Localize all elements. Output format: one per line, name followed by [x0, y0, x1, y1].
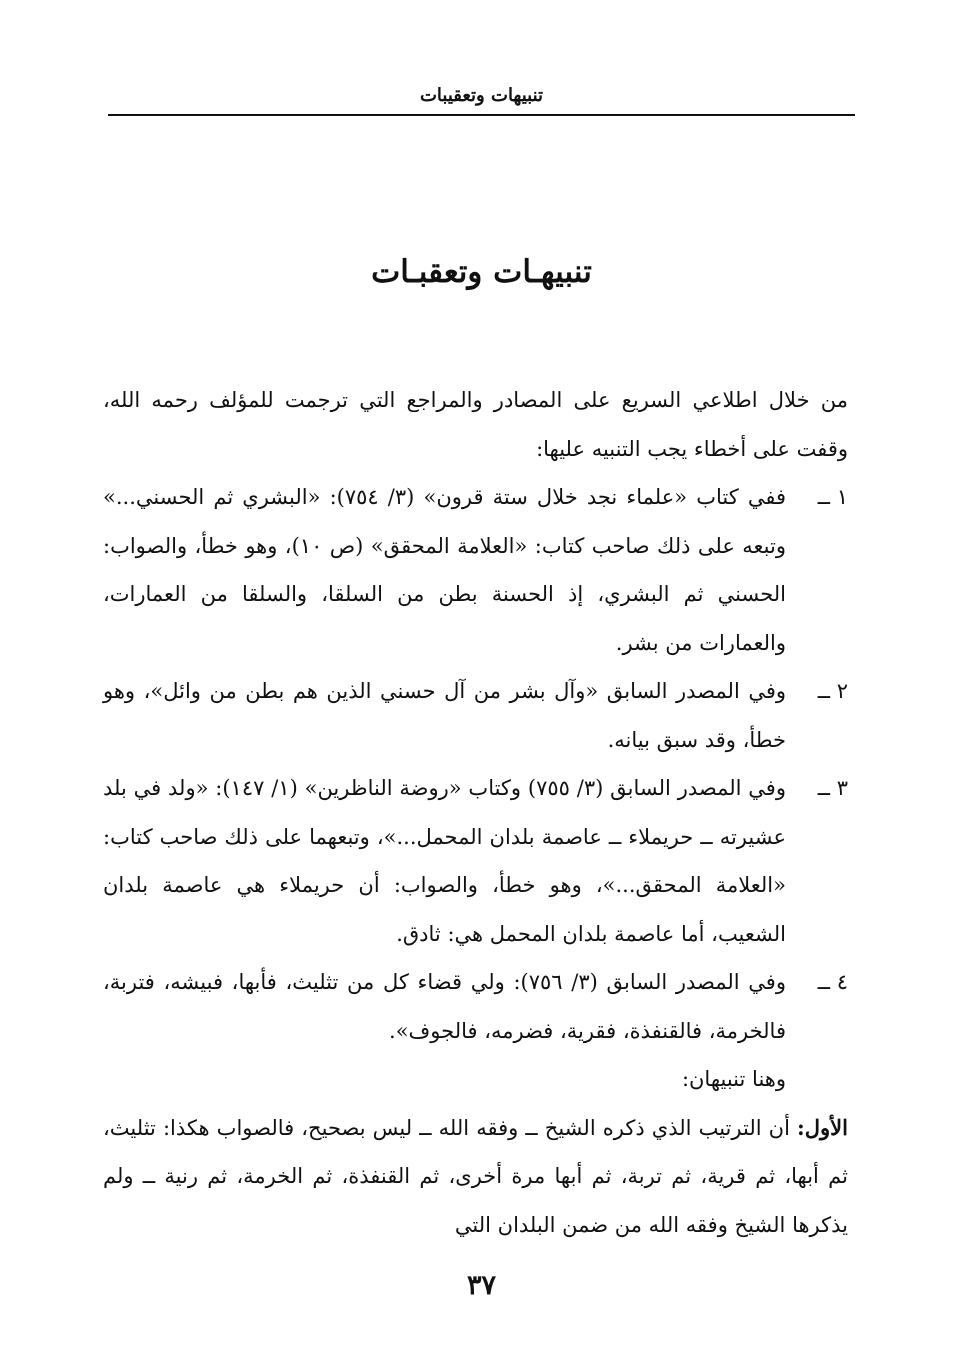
- running-header: تنبيهات وتعقيبات: [419, 85, 544, 106]
- list-item: [103, 764, 848, 958]
- notes-intro: وهنا تنبيهان:: [681, 1067, 786, 1091]
- item-text: ففي كتاب «علماء نجد خلال ستة قرون» (٣/ ٧٥٤): «البشري ثم الحسني...» وتبعه على ذلك صاحب كتاب: «العلامة المحقق» (ص ١٠)، وهو خطأ، والصواب: الحسني ثم البشري، إذ الحسنة بطن من السلقا، والسلقا من العمارات، والعمارات من بشر.: [103, 485, 786, 655]
- header-divider: [108, 114, 855, 116]
- item-text: وفي المصدر السابق «وآل بشر من آل حسني الذين هم بطن من وائل»، وهو خطأ، وقد سبق بيانه.: [103, 679, 786, 752]
- list-item: [103, 958, 848, 1055]
- item-number: ٤ ــ: [817, 970, 848, 994]
- item-text: وفي المصدر السابق (٣/ ٧٥٦): ولي قضاء كل من تثليث، فأبها، فبيشه، فتربة، فالخرمة، فالقنفذة، فقرية، فضرمه، فالجوف».: [103, 970, 786, 1043]
- item-number: ١ ــ: [817, 485, 848, 509]
- body-text: [103, 376, 848, 1249]
- page-number: ٣٧: [466, 1270, 496, 1301]
- item-number: ٣ ــ: [817, 776, 848, 800]
- intro-paragraph: من خلال اطلاعي السريع على المصادر والمراجع التي ترجمت للمؤلف رحمه الله، وقفت على أخطاء يجب التنبيه عليها:: [103, 388, 848, 461]
- list-item: [103, 473, 848, 667]
- item-number: ٢ ــ: [817, 679, 848, 703]
- item-text: وفي المصدر السابق (٣/ ٧٥٥) وكتاب «روضة الناظرين» (١/ ١٤٧): «ولد في بلد عشيرته ــ حريملاء ــ عاصمة بلدان المحمل...»، وتبعهما على ذلك صاحب كتاب: «العلامة المحقق...»، وهو خطأ، والصواب: أن حريملاء هي عاصمة بلدان الشعيب، أما عاصمة بلدان المحمل هي: ثادق.: [103, 776, 786, 946]
- first-note-label: الأول:: [797, 1114, 848, 1140]
- list-item: [103, 667, 848, 764]
- first-note-paragraph: [103, 1104, 848, 1250]
- chapter-title: تنبيهـات وتعقبـات: [371, 254, 592, 290]
- first-note-text: أن الترتيب الذي ذكره الشيخ ــ وفقه الله ــ ليس بصحيح، فالصواب هكذا: تثليث، ثم أبها، ثم قرية، ثم تربة، ثم أبها مرة أخرى، ثم القنفذة، ثم الخرمة، ثم رنية ــ ولم يذكرها الشيخ وفقه الله من ضمن البلدان التي: [103, 1115, 848, 1237]
